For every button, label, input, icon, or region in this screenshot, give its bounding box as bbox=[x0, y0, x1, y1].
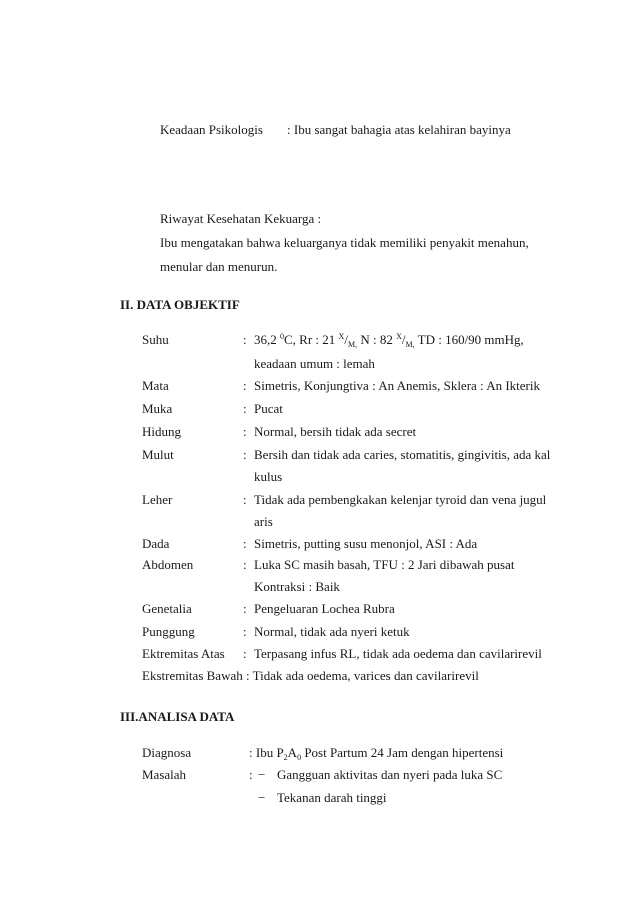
keluarga-line1: Ibu mengatakan bahwa keluarganya tidak memiliki penyakit menahun, bbox=[160, 235, 529, 250]
nadi-unit-sep: / bbox=[401, 332, 406, 347]
punggung-colon: : bbox=[243, 624, 247, 639]
leher-value: Tidak ada pembengkakan kelenjar tyroid dan vena jugul bbox=[254, 492, 547, 507]
masalah-item-1: Gangguan aktivitas dan nyeri pada luka SC bbox=[277, 767, 503, 782]
keluarga-title: Riwayat Kesehatan Kekuarga : bbox=[160, 211, 322, 226]
mulut-value: Bersih dan tidak ada caries, stomatitis, gingivitis, ada kal bbox=[254, 447, 551, 462]
nadi-unit-sup: X bbox=[396, 332, 402, 341]
punggung-label: Punggung bbox=[142, 624, 195, 639]
rr-unit-sup: X bbox=[338, 332, 345, 341]
diagnosa-value bbox=[249, 745, 503, 761]
abdomen-colon: : bbox=[243, 557, 247, 572]
leher-colon: : bbox=[243, 492, 247, 507]
masalah-label: Masalah bbox=[142, 767, 187, 782]
suhu-rr: C, Rr : 21 bbox=[284, 332, 339, 347]
muka-label: Muka bbox=[142, 401, 173, 416]
abdomen-label: Abdomen bbox=[142, 557, 194, 572]
dada-colon: : bbox=[243, 536, 247, 551]
nadi-unit-sub: M, bbox=[405, 340, 415, 349]
rr-unit-sep: / bbox=[344, 332, 348, 347]
rr-unit-sub: M, bbox=[347, 340, 358, 349]
ekstremitas-atas-value: Terpasang infus RL, tidak ada oedema dan cavilarirevil bbox=[254, 646, 542, 661]
suhu-value bbox=[254, 332, 524, 348]
masalah-item-2: Tekanan darah tinggi bbox=[277, 790, 387, 805]
psikologis-value: : Ibu sangat bahagia atas kelahiran bayinya bbox=[287, 122, 511, 137]
genetalia-value: Pengeluaran Lochea Rubra bbox=[254, 601, 395, 616]
psikologis-label: Keadaan Psikologis bbox=[160, 122, 263, 137]
muka-value: Pucat bbox=[254, 401, 283, 416]
mulut-value-line2: kulus bbox=[254, 469, 283, 484]
diagnosa-label: Diagnosa bbox=[142, 745, 192, 760]
muka-colon: : bbox=[243, 401, 247, 416]
dada-label: Dada bbox=[142, 536, 170, 551]
diagnosa-prefix: : Ibu P bbox=[249, 745, 284, 760]
mata-colon: : bbox=[243, 378, 247, 393]
ekstremitas-atas-colon: : bbox=[243, 646, 247, 661]
abdomen-value-line2: Kontraksi : Baik bbox=[254, 579, 340, 594]
ekstremitas-atas-label: Ektremitas Atas bbox=[142, 646, 225, 661]
keluarga-line2: menular dan menurun. bbox=[160, 259, 278, 274]
genetalia-label: Genetalia bbox=[142, 601, 192, 616]
hidung-value: Normal, bersih tidak ada secret bbox=[254, 424, 417, 439]
suhu-value-line2: keadaan umum : lemah bbox=[254, 356, 375, 371]
suhu-nadi: N : 82 bbox=[357, 332, 397, 347]
leher-value-line2: aris bbox=[254, 514, 273, 529]
masalah-dash-1: − bbox=[258, 767, 266, 782]
mata-label: Mata bbox=[142, 378, 169, 393]
mulut-colon: : bbox=[243, 447, 247, 462]
abortus-letter: A bbox=[287, 745, 298, 760]
masalah-dash-2: − bbox=[258, 790, 266, 805]
suhu-td: TD : 160/90 mmHg, bbox=[414, 332, 524, 347]
abdomen-value: Luka SC masih basah, TFU : 2 Jari dibawah pusat bbox=[254, 557, 515, 572]
mata-value: Simetris, Konjungtiva : An Anemis, Sklera : An Ikterik bbox=[254, 378, 540, 393]
hidung-label: Hidung bbox=[142, 424, 181, 439]
suhu-label: Suhu bbox=[142, 332, 169, 347]
leher-label: Leher bbox=[142, 492, 173, 507]
ekstremitas-bawah-line: Ekstremitas Bawah : Tidak ada oedema, varices dan cavilarirevil bbox=[142, 668, 479, 683]
suhu-colon: : bbox=[243, 332, 247, 347]
suhu-temp: 36,2 bbox=[254, 332, 280, 347]
diagnosa-suffix: Post Partum 24 Jam dengan hipertensi bbox=[301, 745, 504, 760]
mulut-label: Mulut bbox=[142, 447, 174, 462]
dada-value: Simetris, putting susu menonjol, ASI : Ada bbox=[254, 536, 478, 551]
degree-sup: 0 bbox=[280, 332, 284, 341]
section-3-heading: III.ANALISA DATA bbox=[120, 709, 235, 724]
hidung-colon: : bbox=[243, 424, 247, 439]
para-sub: 2 bbox=[283, 753, 288, 762]
masalah-colon: : bbox=[249, 767, 253, 782]
section-2-heading: II. DATA OBJEKTIF bbox=[120, 297, 240, 312]
abortus-sub: 0 bbox=[297, 753, 302, 762]
punggung-value: Normal, tidak ada nyeri ketuk bbox=[254, 624, 410, 639]
genetalia-colon: : bbox=[243, 601, 247, 616]
